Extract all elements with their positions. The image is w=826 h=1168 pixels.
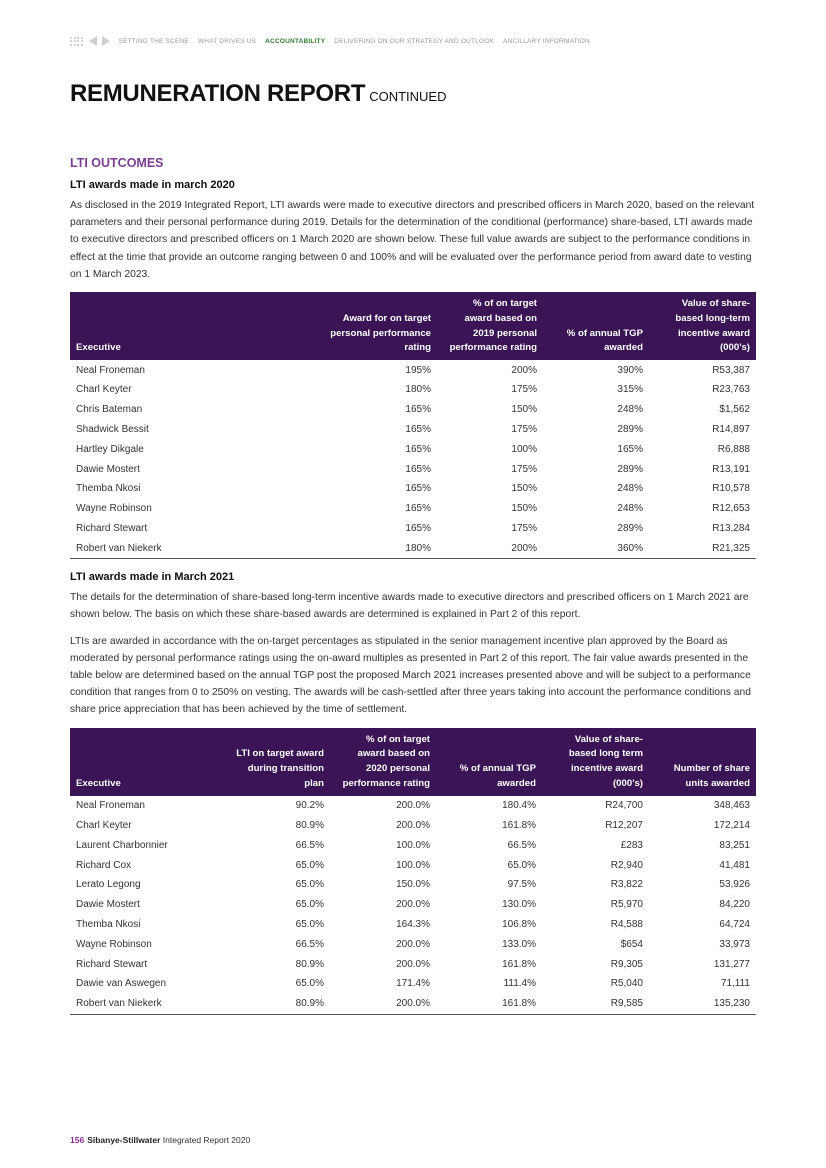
column-header: Value of share-based long term incentive award (000’s) — [542, 728, 649, 796]
table-cell: 33,973 — [719, 938, 750, 950]
table-cell: 390% — [617, 364, 643, 376]
table-cell: 165% — [405, 463, 431, 475]
table-cell: 65.0% — [295, 899, 324, 911]
table-cell: 175% — [511, 463, 537, 475]
table-cell: 80.9% — [295, 958, 324, 970]
table-cell: 165% — [617, 443, 643, 455]
column-header: % of on target award based on 2019 personal performance rating — [437, 292, 543, 360]
table-cell: 41,481 — [719, 859, 750, 871]
nav-item-accountability[interactable]: ACCOUNTABILITY — [265, 37, 326, 45]
table-row — [70, 895, 756, 915]
table-cell: 71,111 — [720, 978, 750, 990]
table-cell: 289% — [617, 463, 643, 475]
table-cell: Charl Keyter — [76, 384, 132, 396]
table-cell: R5,970 — [610, 899, 643, 911]
table-cell: 64,724 — [719, 918, 750, 930]
table-cell: 248% — [617, 404, 643, 416]
table-cell: 200.0% — [396, 958, 430, 970]
table-cell: 360% — [543, 538, 649, 558]
table-cell: £283 — [620, 839, 643, 851]
page-title — [70, 80, 446, 108]
table-cell: 65.0% — [295, 978, 324, 990]
top-navigation — [70, 34, 599, 48]
section-heading: LTI OUTCOMES — [70, 156, 164, 170]
table-cell: 248% — [617, 483, 643, 495]
table-cell: 195% — [405, 364, 431, 376]
table-row — [70, 479, 756, 499]
table-cell: R21,325 — [649, 538, 756, 558]
table-row — [70, 855, 756, 875]
table-row — [70, 796, 756, 816]
table-cell: Wayne Robinson — [76, 503, 152, 515]
paragraph-2020: As disclosed in the 2019 Integrated Report, LTI awards were made to executive directors and prescribed officers in March 2020, based on the relevant parameters and their personal performance during 2019. Details for the determination of the conditional (performance) share-based, LTI awards made to executive directors and prescribed officers on 1 March 2020 are shown below. These full value awards are subject to the performance conditions in effect at the time that provide an outcome ranging between 0 and 100% and will be evaluated over the performance period from award date to vesting on 1 March 2023. — [70, 200, 755, 280]
table-cell: 200% — [511, 364, 537, 376]
table-cell: $1,562 — [719, 404, 750, 416]
table-cell: 150.0% — [396, 879, 430, 891]
table-cell: R13,191 — [712, 463, 750, 475]
table-cell: Hartley Dikgale — [76, 443, 144, 455]
table-row — [70, 360, 756, 380]
table-cell: 97.5% — [507, 879, 536, 891]
table-cell: 150% — [511, 404, 537, 416]
column-header: Executive — [70, 292, 295, 360]
table-cell: 150% — [511, 483, 537, 495]
table-header-row — [70, 728, 756, 796]
page-footer — [70, 1135, 250, 1145]
table-cell: 165% — [405, 522, 431, 534]
table-cell: Dawie van Aswegen — [76, 978, 167, 990]
table-cell: 175% — [511, 384, 537, 396]
table-cell: 180.4% — [502, 800, 536, 812]
nav-item-ancillary[interactable]: ANCILLARY INFORMATION — [503, 37, 590, 45]
table-cell: 65.0% — [295, 918, 324, 930]
table-cell: 66.5% — [295, 839, 324, 851]
table-cell: 80.9% — [220, 994, 330, 1014]
table-cell: Robert van Niekerk — [70, 538, 295, 558]
table-row — [70, 439, 756, 459]
table-cell: 248% — [617, 503, 643, 515]
nav-item-delivering[interactable]: DELIVERING ON OUR STRATEGY AND OUTLOOK — [334, 37, 495, 45]
table-cell: 133.0% — [502, 938, 536, 950]
lti-2021-table — [70, 728, 756, 1015]
table-cell: 200% — [437, 538, 543, 558]
main-content — [70, 156, 756, 1015]
table-cell: Laurent Charbonnier — [76, 839, 168, 851]
table-cell: 172,214 — [713, 819, 750, 831]
table-cell: 84,220 — [719, 899, 750, 911]
table-cell: Chris Bateman — [76, 404, 143, 416]
table-cell: $654 — [620, 938, 643, 950]
paragraph-2021-a: The details for the determination of share-based long-term incentive awards made to executive directors and prescribed officers on 1 March 2021 are shown below. The basis on which these share-based awards are determined is explained in Part 2 of this report. — [70, 592, 749, 621]
table-cell: Richard Cox — [76, 859, 132, 871]
table-row — [70, 816, 756, 836]
nav-item-setting-the-scene[interactable]: SETTING THE SCENE — [118, 37, 189, 45]
table-cell: 83,251 — [719, 839, 750, 851]
table-cell: 65.0% — [295, 879, 324, 891]
table-cell: 315% — [617, 384, 643, 396]
table-cell: R12,653 — [712, 503, 750, 515]
table-cell: 111.4% — [503, 978, 536, 990]
table-row — [70, 420, 756, 440]
column-header: % of annual TGP awarded — [436, 728, 542, 796]
page-title-continued: CONTINUED — [369, 89, 447, 104]
subheading-2020: LTI awards made in march 2020 — [70, 179, 235, 191]
table-row — [70, 835, 756, 855]
table-cell: 289% — [617, 423, 643, 435]
table-cell: 165% — [405, 503, 431, 515]
table-cell: R5,040 — [610, 978, 643, 990]
table-row — [70, 459, 756, 479]
table-cell: R10,578 — [712, 483, 750, 495]
table-cell: 165% — [405, 483, 431, 495]
table-cell: Themba Nkosi — [76, 918, 141, 930]
table-cell: R3,822 — [610, 879, 643, 891]
table-row — [70, 934, 756, 954]
table-cell: Lerato Legong — [76, 879, 141, 891]
table-row — [70, 994, 756, 1014]
table-cell: R9,585 — [542, 994, 649, 1014]
table-cell: R14,897 — [712, 423, 750, 435]
table-cell: 348,463 — [713, 800, 750, 812]
table-cell: 100.0% — [396, 859, 430, 871]
table-cell: 131,277 — [713, 958, 750, 970]
paragraph-2021-b: LTIs are awarded in accordance with the on-target percentages as stipulated in the senior management incentive plan approved by the Board as moderated by personal performance ratings using the on-award multiples as presented in Part 2 of this report. The fair value awards presented in the table below are determined based on the annual TGP post the proposed March 2021 increases presented above and will be subject to a performance condition that ranges from 0 to 250% on vesting. The awards will be cash-settled after three years taking into account the performance conditions and share price appreciation that has been achieved by the time of settlement. — [70, 635, 751, 716]
table-row — [70, 974, 756, 994]
table-cell: 53,926 — [719, 879, 750, 891]
table-row — [70, 519, 756, 539]
table-row — [70, 538, 756, 558]
table-header-row — [70, 292, 756, 360]
table-cell: 100.0% — [396, 839, 430, 851]
table-cell: 165% — [405, 404, 431, 416]
table-cell: Shadwick Bessit — [76, 423, 149, 435]
grid-menu-icon[interactable] — [70, 37, 83, 46]
table-row — [70, 915, 756, 935]
column-header: Award for on target personal performance rating — [295, 292, 437, 360]
previous-arrow-icon[interactable] — [89, 36, 97, 46]
table-cell: 161.8% — [502, 819, 536, 831]
table-cell: R12,207 — [605, 819, 643, 831]
next-arrow-icon[interactable] — [102, 36, 110, 46]
table-cell: 180% — [405, 384, 431, 396]
table-cell: R53,387 — [712, 364, 750, 376]
table-cell: Wayne Robinson — [76, 938, 152, 950]
table-cell: R6,888 — [717, 443, 750, 455]
column-header: % of on target award based on 2020 personal performance rating — [330, 728, 436, 796]
table-cell: 135,230 — [649, 994, 756, 1014]
table-cell: 161.8% — [436, 994, 542, 1014]
table-cell: 200.0% — [396, 800, 430, 812]
table-row — [70, 400, 756, 420]
table-cell: Dawie Mostert — [76, 899, 140, 911]
table-cell: R9,305 — [610, 958, 643, 970]
table-cell: Charl Keyter — [76, 819, 132, 831]
table-cell: Neal Froneman — [76, 364, 145, 376]
table-cell: 150% — [511, 503, 537, 515]
table-cell: R23,763 — [712, 384, 750, 396]
table-cell: 200.0% — [330, 994, 436, 1014]
footer-brand: Sibanye-Stillwater — [87, 1135, 161, 1145]
table-cell: 65.0% — [507, 859, 536, 871]
column-header: % of annual TGP awarded — [543, 292, 649, 360]
table-cell: 65.0% — [295, 859, 324, 871]
table-cell: 171.4% — [396, 978, 430, 990]
table-cell: R13,284 — [712, 522, 750, 534]
table-cell: 200.0% — [396, 819, 430, 831]
table-cell: 289% — [617, 522, 643, 534]
table-cell: 106.8% — [502, 918, 536, 930]
table-cell: 180% — [295, 538, 437, 558]
table-row — [70, 380, 756, 400]
table-cell: 175% — [511, 423, 537, 435]
table-row — [70, 875, 756, 895]
table-cell: 164.3% — [396, 918, 430, 930]
column-header: Number of share units awarded — [649, 728, 756, 796]
table-cell: Richard Stewart — [76, 522, 148, 534]
table-cell: 66.5% — [295, 938, 324, 950]
page-number: 156 — [70, 1135, 85, 1145]
table-cell: 90.2% — [295, 800, 324, 812]
table-cell: 161.8% — [502, 958, 536, 970]
table-cell: Robert van Niekerk — [70, 994, 220, 1014]
table-cell: R4,588 — [610, 918, 643, 930]
table-cell: 200.0% — [396, 899, 430, 911]
column-header: Executive — [70, 728, 220, 796]
table-cell: Richard Stewart — [76, 958, 148, 970]
table-cell: 165% — [405, 443, 431, 455]
table-row — [70, 499, 756, 519]
table-cell: Themba Nkosi — [76, 483, 141, 495]
footer-report-name: Integrated Report 2020 — [162, 1135, 251, 1145]
column-header: LTI on target award during transition plan — [220, 728, 330, 796]
table-cell: 80.9% — [295, 819, 324, 831]
table-cell: 200.0% — [396, 938, 430, 950]
table-cell: 100% — [511, 443, 537, 455]
table-cell: Neal Froneman — [76, 800, 145, 812]
table-cell: 130.0% — [502, 899, 536, 911]
table-cell: 165% — [405, 423, 431, 435]
table-cell: 66.5% — [507, 839, 536, 851]
nav-item-what-drives-us[interactable]: WHAT DRIVES US — [197, 37, 257, 45]
table-cell: R24,700 — [605, 800, 643, 812]
column-header: Value of share-based long-term incentive award (000’s) — [649, 292, 756, 360]
table-cell: 175% — [511, 522, 537, 534]
page-title-text: REMUNERATION REPORT — [70, 80, 366, 107]
table-row — [70, 954, 756, 974]
lti-2020-table — [70, 292, 756, 559]
subheading-2021: LTI awards made in March 2021 — [70, 571, 235, 584]
table-cell: Dawie Mostert — [76, 463, 140, 475]
table-cell: R2,940 — [610, 859, 643, 871]
